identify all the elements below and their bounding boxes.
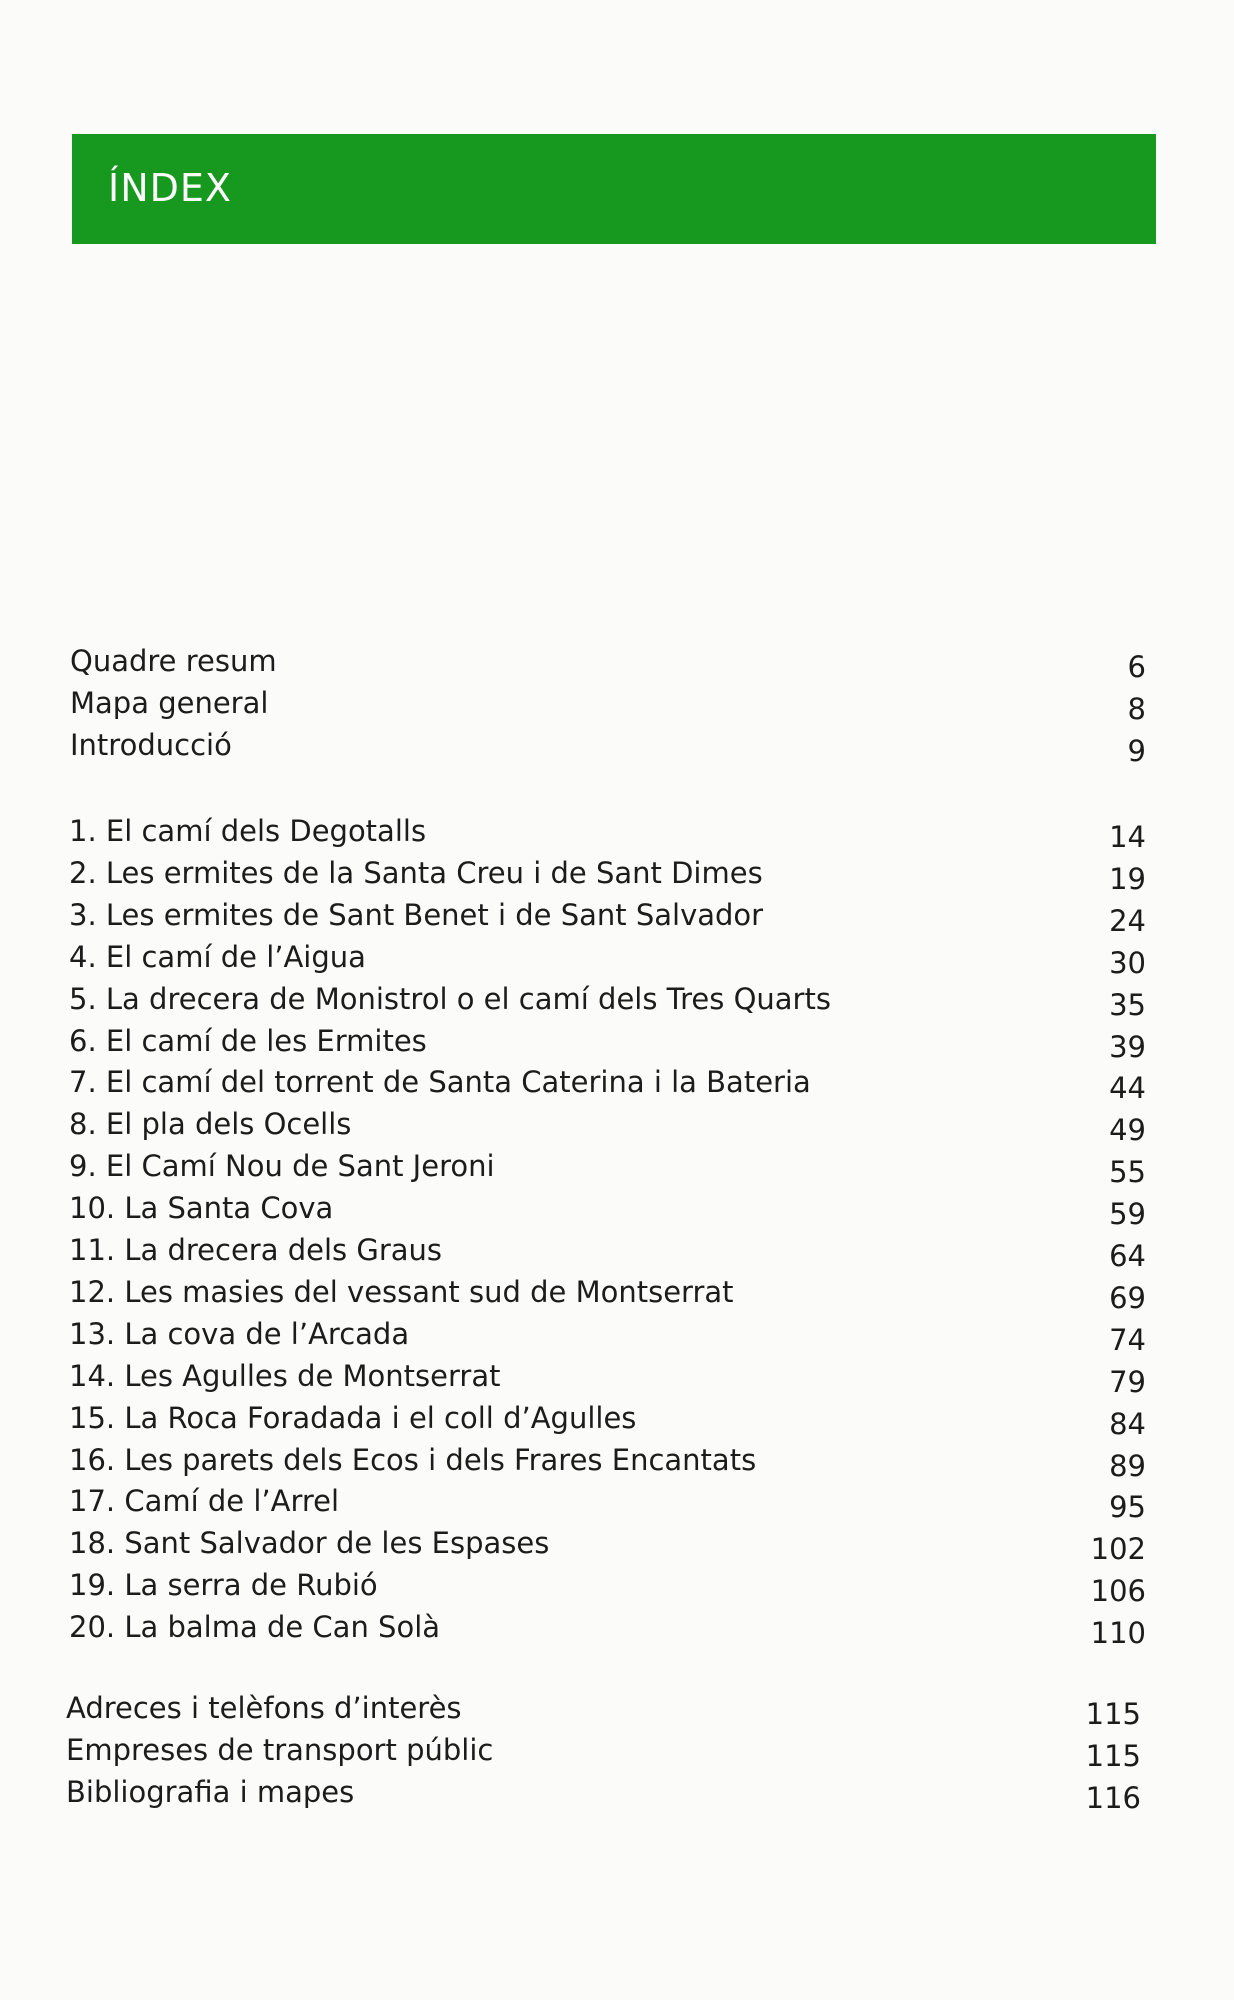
toc-entry-title: 4. El camí de l’Aigua: [69, 940, 366, 974]
toc-entry-title: 18. Sant Salvador de les Espases: [69, 1526, 550, 1560]
toc-entry-title: 9. El Camí Nou de Sant Jeroni: [69, 1149, 495, 1183]
toc-entry: [70, 684, 1146, 726]
toc-entry-page-number: 69: [1109, 1281, 1146, 1315]
toc-entry: [69, 1315, 1146, 1357]
toc-entry-page-number: 30: [1109, 946, 1146, 980]
toc-entry-page-number: 6: [1127, 650, 1146, 684]
toc-entry: [69, 1147, 1146, 1189]
toc-entry-title: Empreses de transport públic: [66, 1733, 494, 1767]
toc-entry: [69, 1189, 1146, 1231]
toc-entry-page-number: 84: [1109, 1407, 1146, 1441]
toc-entry-title: 3. Les ermites de Sant Benet i de Sant Salvador: [69, 898, 764, 932]
toc-entry-title: Quadre resum: [70, 644, 277, 678]
toc-entry-title: 12. Les masies del vessant sud de Montserrat: [69, 1275, 734, 1309]
toc-entry: [69, 1231, 1146, 1273]
toc-entry: [69, 980, 1146, 1022]
toc-entry-page-number: 106: [1090, 1574, 1146, 1608]
toc-entry: [69, 1273, 1146, 1315]
toc-entry-title: 14. Les Agulles de Montserrat: [69, 1359, 501, 1393]
toc-entry-page-number: 116: [1085, 1781, 1141, 1815]
toc-entry-title: 1. El camí dels Degotalls: [69, 814, 427, 848]
toc-entry: [69, 854, 1146, 896]
toc-entry-page-number: 95: [1109, 1490, 1146, 1524]
toc-entry: [69, 896, 1146, 938]
toc-entry-title: 11. La drecera dels Graus: [69, 1233, 443, 1267]
index-title: ÍNDEX: [108, 166, 232, 210]
toc-entry: [69, 1524, 1146, 1566]
toc-entry-title: 16. Les parets dels Ecos i dels Frares Encantats: [69, 1443, 757, 1477]
toc-entry-page-number: 79: [1109, 1365, 1146, 1399]
toc-entry: [69, 1357, 1146, 1399]
toc-entry-page-number: 64: [1109, 1239, 1146, 1273]
toc-entry: [69, 812, 1146, 854]
toc-entry: [69, 938, 1146, 980]
toc-entry: [69, 1566, 1146, 1608]
toc-entry: [69, 1022, 1146, 1064]
toc-entry-title: 2. Les ermites de la Santa Creu i de Sant Dimes: [69, 856, 763, 890]
toc-entry-title: 19. La serra de Rubió: [69, 1568, 378, 1602]
toc-entry-page-number: 39: [1109, 1030, 1146, 1064]
toc-entry-page-number: 59: [1109, 1197, 1146, 1231]
toc-entry-page-number: 35: [1109, 988, 1146, 1022]
toc-entry: [69, 1399, 1146, 1441]
toc-entry: [70, 642, 1146, 684]
toc-entry-page-number: 44: [1109, 1071, 1146, 1105]
toc-entry-page-number: 8: [1127, 692, 1146, 726]
toc-entry-title: 8. El pla dels Ocells: [69, 1107, 352, 1141]
toc-entry-title: 10. La Santa Cova: [69, 1191, 334, 1225]
toc-entry-page-number: 115: [1085, 1697, 1141, 1731]
toc-entry-page-number: 102: [1090, 1532, 1146, 1566]
toc-entry-page-number: 9: [1127, 734, 1146, 768]
toc-entry-page-number: 74: [1109, 1323, 1146, 1357]
toc-entry: [66, 1773, 1141, 1815]
toc-entry: [69, 1063, 1146, 1105]
toc-entry-page-number: 115: [1085, 1739, 1141, 1773]
toc-entry: [70, 726, 1146, 768]
toc-entry-title: 5. La drecera de Monistrol o el camí dels Tres Quarts: [69, 982, 831, 1016]
toc-entry-page-number: 49: [1109, 1113, 1146, 1147]
toc-entry: [69, 1608, 1146, 1650]
toc-entry: [69, 1441, 1146, 1483]
toc-entry-title: Mapa general: [70, 686, 269, 720]
toc-entry-page-number: 110: [1090, 1616, 1146, 1650]
toc-entry-page-number: 19: [1109, 862, 1146, 896]
toc-entry-title: 7. El camí del torrent de Santa Caterina i la Bateria: [69, 1065, 811, 1099]
toc-entry-title: 17. Camí de l’Arrel: [69, 1484, 340, 1518]
toc-entry: [66, 1689, 1141, 1731]
toc-entry: [66, 1731, 1141, 1773]
toc-entry-page-number: 89: [1109, 1449, 1146, 1483]
toc-entry: [69, 1482, 1146, 1524]
toc-entry-page-number: 24: [1109, 904, 1146, 938]
toc-entry-title: 13. La cova de l’Arcada: [69, 1317, 410, 1351]
toc-entry-title: Adreces i telèfons d’interès: [66, 1691, 462, 1725]
toc-entry-title: 6. El camí de les Ermites: [69, 1024, 427, 1058]
toc-entry-title: 20. La balma de Can Solà: [69, 1610, 441, 1644]
toc-entry-title: Bibliografia i mapes: [66, 1775, 355, 1809]
toc-entry: [69, 1105, 1146, 1147]
toc-entry-page-number: 55: [1109, 1155, 1146, 1189]
toc-entry-title: 15. La Roca Foradada i el coll d’Agulles: [69, 1401, 637, 1435]
toc-entry-title: Introducció: [70, 728, 232, 762]
toc-entry-page-number: 14: [1109, 820, 1146, 854]
